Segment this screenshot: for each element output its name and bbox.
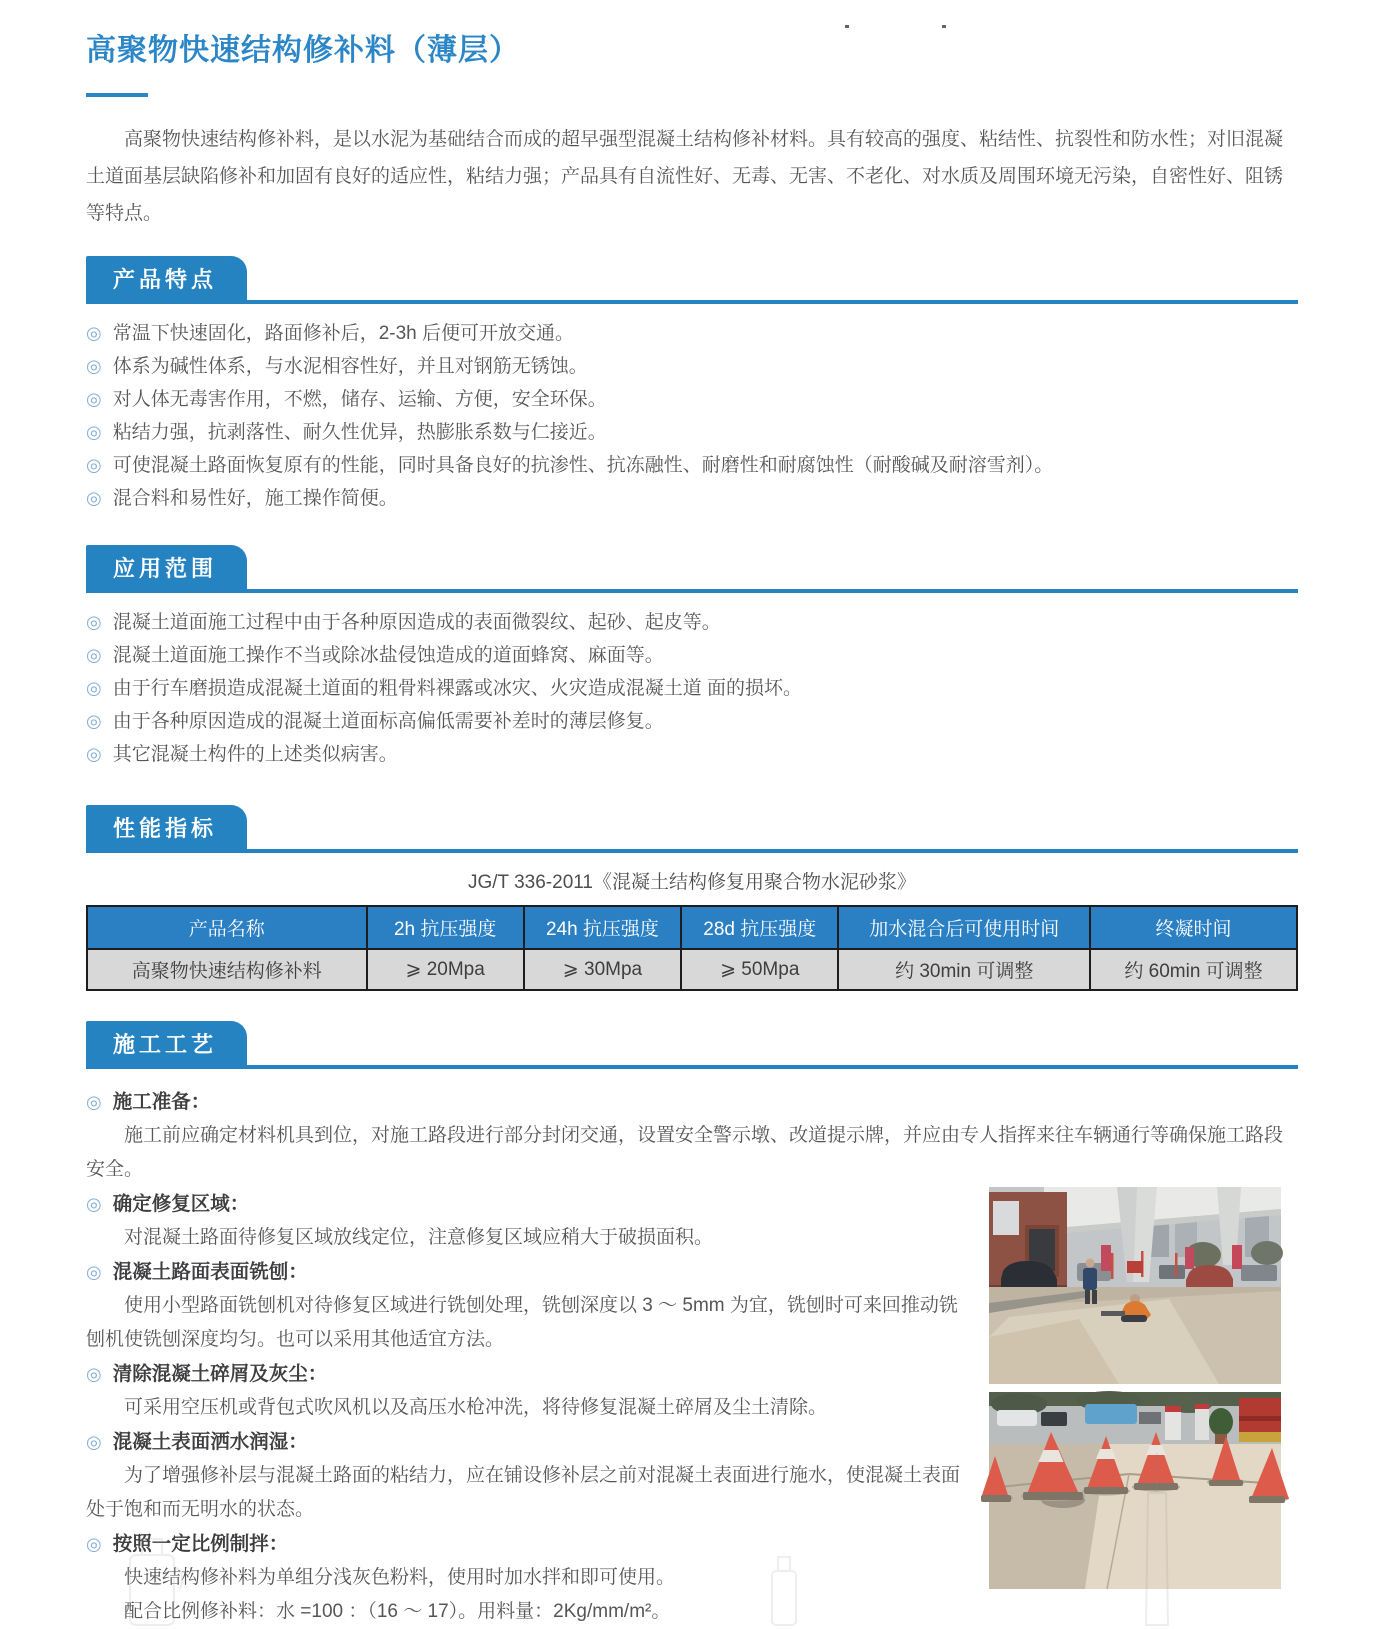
process-step-title: 混凝土路面表面铣刨：	[112, 1261, 308, 1283]
bullet-icon: ◎	[86, 422, 102, 442]
section-header-performance	[86, 805, 1298, 853]
process-step-label	[86, 1425, 972, 1459]
process-step-label	[86, 1085, 1298, 1119]
process-step-title: 按照一定比例制拌：	[112, 1533, 289, 1555]
bullet-icon: ◎	[86, 678, 102, 698]
process-step-text: 使用小型路面铣刨机对待修复区域进行铣刨处理，铣刨深度以 3 ～ 5mm 为宜，铣刨时可来回推动铣刨机使铣刨深度均匀。也可以采用其他适宜方法。	[86, 1295, 958, 1350]
table-header-row	[87, 906, 1297, 949]
list-item	[86, 705, 1298, 738]
process-step-label	[86, 1527, 972, 1561]
table-cell: 约 60min 可调整	[1090, 949, 1297, 990]
table-cell: ⩾ 20Mpa	[367, 949, 524, 990]
section-tab-features: 产品特点	[86, 256, 247, 300]
process-step-label	[86, 1357, 972, 1391]
bullet-icon: ◎	[86, 711, 102, 731]
list-item	[86, 449, 1298, 482]
list-item-text: 对人体无毒害作用，不燃，储存、运输、方便，安全环保。	[112, 389, 607, 410]
process-step-text: 施工前应确定材料机具到位，对施工路段进行部分封闭交通，设置安全警示墩、改道提示牌，并应由专人指挥来往车辆通行等确保施工路段安全。	[86, 1125, 1284, 1180]
list-item-text: 混凝土道面施工过程中由于各种原因造成的表面微裂纹、起砂、起皮等。	[112, 612, 721, 633]
process-step-title: 清除混凝土碎屑及灰尘：	[112, 1363, 328, 1385]
table-cell: 高聚物快速结构修补料	[87, 949, 367, 990]
list-item-text: 混合料和易性好，施工操作简便。	[112, 488, 398, 509]
bullet-icon: ◎	[86, 488, 102, 508]
section-header-features	[86, 256, 1298, 304]
process-content	[86, 1085, 1298, 1629]
bullet-icon: ◎	[86, 1194, 102, 1214]
process-step-title: 施工准备：	[112, 1091, 211, 1113]
traffic-cones-photo	[989, 1392, 1281, 1589]
process-step-text: 可采用空压机或背包式吹风机以及高压水枪冲洗，将待修复混凝土碎屑及尘土清除。	[124, 1397, 828, 1418]
bullet-icon: ◎	[86, 389, 102, 409]
section-header-applications	[86, 545, 1298, 593]
table-header-cell: 2h 抗压强度	[367, 906, 524, 949]
table-cell: 约 30min 可调整	[838, 949, 1090, 990]
bullet-icon: ◎	[86, 1432, 102, 1452]
bullet-icon: ◎	[86, 1262, 102, 1282]
performance-table	[86, 905, 1298, 991]
section-header-process	[86, 1021, 1298, 1069]
product-datasheet-page	[0, 25, 1384, 1625]
ghost-product-bottle-1	[122, 1537, 188, 1625]
list-item	[86, 639, 1298, 672]
process-step-text: 为了增强修补层与混凝土路面的粘结力，应在铺设修补层之前对混凝土表面进行施水，使混凝土表面处于饱和而无明水的状态。	[86, 1465, 961, 1520]
process-step	[86, 1085, 1298, 1187]
process-step-text: 对混凝土路面待修复区域放线定位，注意修复区域应稍大于破损面积。	[124, 1227, 714, 1248]
section-tab-applications: 应用范围	[86, 545, 247, 589]
bullet-icon: ◎	[86, 612, 102, 632]
ghost-product-bottle-2	[768, 1557, 800, 1625]
features-list	[86, 317, 1298, 515]
process-step-label	[86, 1187, 972, 1221]
process-step-title: 确定修复区域：	[112, 1193, 250, 1215]
bullet-icon: ◎	[86, 744, 102, 764]
bullet-icon: ◎	[86, 1364, 102, 1384]
section-tab-process: 施工工艺	[86, 1021, 247, 1065]
list-item	[86, 738, 1298, 771]
bullet-icon: ◎	[86, 455, 102, 475]
section-tab-performance: 性能指标	[86, 805, 247, 849]
list-item-text: 由于各种原因造成的混凝土道面标高偏低需要补差时的薄层修复。	[112, 711, 664, 732]
list-item-text: 粘结力强，抗剥落性、耐久性优异，热膨胀系数与仁接近。	[112, 422, 607, 443]
table-header-cell: 产品名称	[87, 906, 367, 949]
list-item	[86, 416, 1298, 449]
list-item	[86, 606, 1298, 639]
table-cell: ⩾ 30Mpa	[524, 949, 681, 990]
intro-paragraph: 高聚物快速结构修补料，是以水泥为基础结合而成的超早强型混凝土结构修补材料。具有较高的强度、粘结性、抗裂性和防水性；对旧混凝土道面基层缺陷修补和加固有良好的适应性，粘结力强；产品具有自流性好、无毒、无害、不老化、对水质及周围环境无污染，自密性好、阻锈等特点。	[86, 129, 1284, 224]
table-header-cell: 终凝时间	[1090, 906, 1297, 949]
bullet-icon: ◎	[86, 1534, 102, 1554]
table-header-cell: 加水混合后可使用时间	[838, 906, 1090, 949]
list-item	[86, 482, 1298, 515]
table-header-cell: 24h 抗压强度	[524, 906, 681, 949]
process-step-text: 快速结构修补料为单组分浅灰色粉料，使用时加水拌和即可使用。	[124, 1567, 676, 1588]
table-cell: ⩾ 50Mpa	[681, 949, 838, 990]
title-underline	[86, 93, 148, 97]
ghost-product-bottle-3	[1142, 1453, 1172, 1625]
road-repair-workers-photo	[989, 1187, 1281, 1384]
process-step-title: 混凝土表面洒水润湿：	[112, 1431, 308, 1453]
applications-list	[86, 606, 1298, 771]
list-item-text: 混凝土道面施工操作不当或除冰盐侵蚀造成的道面蜂窝、麻面等。	[112, 645, 664, 666]
process-step-text: 配合比例修补料：水 =100 ：（16 ～ 17）。用料量：2Kg/mm/m²。	[124, 1601, 671, 1622]
page-top-artifact	[845, 25, 849, 28]
list-item	[86, 672, 1298, 705]
list-item-text: 由于行车磨损造成混凝土道面的粗骨料裸露或冰灾、火灾造成混凝土道 面的损坏。	[112, 678, 802, 699]
table-header-cell: 28d 抗压强度	[681, 906, 838, 949]
list-item	[86, 317, 1298, 350]
list-item-text: 常温下快速固化，路面修补后，2-3h 后便可开放交通。	[112, 323, 575, 344]
bullet-icon: ◎	[86, 645, 102, 665]
table-row	[87, 949, 1297, 990]
bullet-icon: ◎	[86, 1092, 102, 1112]
page-title: 高聚物快速结构修补料（薄层）	[86, 34, 520, 67]
list-item-text: 体系为碱性体系，与水泥相容性好，并且对钢筋无锈蚀。	[112, 356, 588, 377]
standard-reference: JG/T 336-2011《混凝土结构修复用聚合物水泥砂浆》	[468, 872, 916, 893]
process-step-label	[86, 1255, 972, 1289]
list-item	[86, 350, 1298, 383]
list-item	[86, 383, 1298, 416]
bullet-icon: ◎	[86, 323, 102, 343]
page-top-artifact	[942, 25, 946, 28]
bullet-icon: ◎	[86, 356, 102, 376]
list-item-text: 其它混凝土构件的上述类似病害。	[112, 744, 398, 765]
list-item-text: 可使混凝土路面恢复原有的性能，同时具备良好的抗渗性、抗冻融性、耐磨性和耐腐蚀性（耐酸碱及耐溶雪剂）。	[112, 455, 1054, 476]
